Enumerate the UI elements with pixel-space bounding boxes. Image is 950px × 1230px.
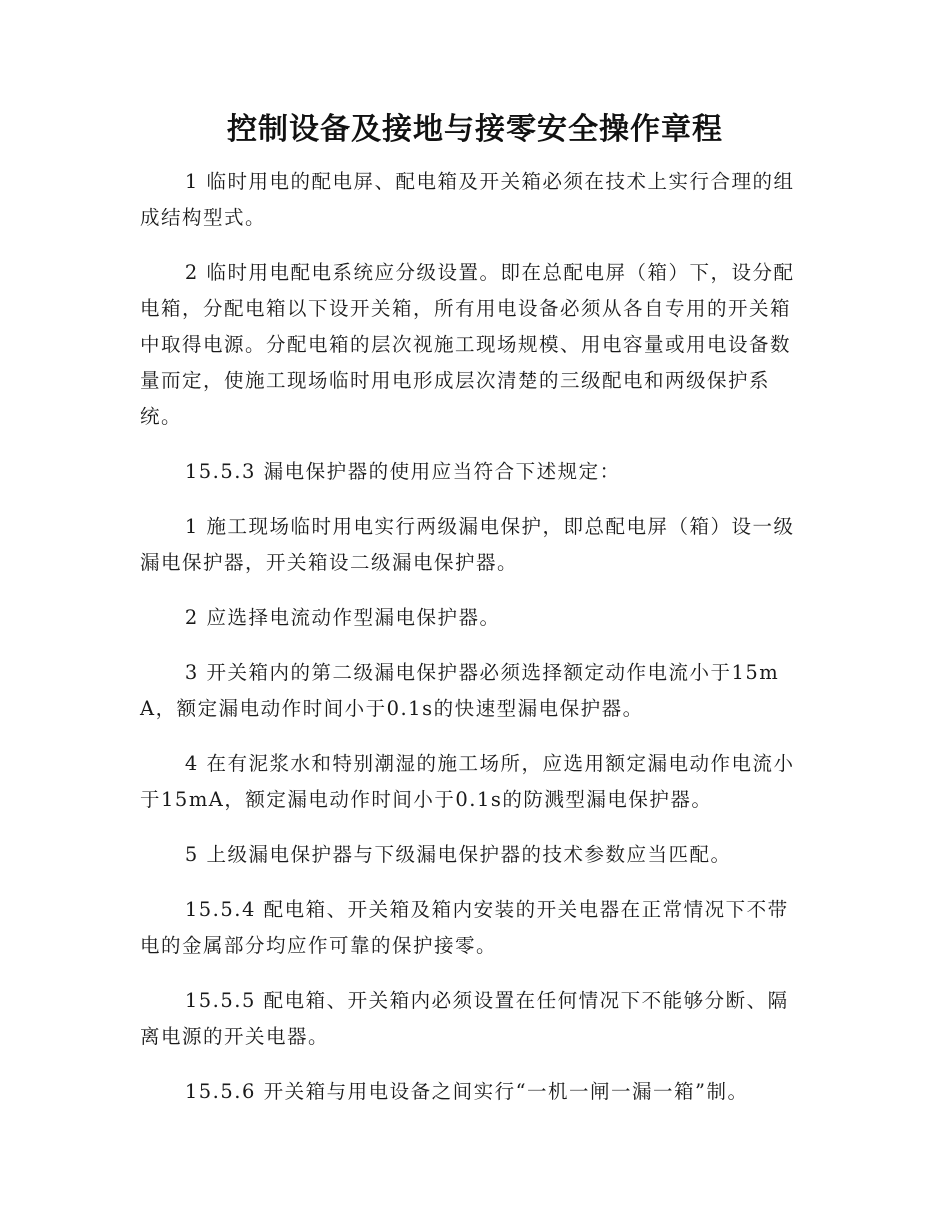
document-body	[140, 164, 808, 1129]
paragraph: 15.5.4 配电箱、开关箱及箱内安装的开关电器在正常情况下不带电的金属部分均应作可靠的保护接零。	[140, 898, 789, 957]
paragraph: 3 开关箱内的第二级漏电保护器必须选择额定动作电流小于15mA，额定漏电动作时间小于0.1s的快速型漏电保护器。	[140, 661, 780, 720]
page-title: 控制设备及接地与接零安全操作章程	[227, 112, 723, 147]
paragraph: 5 上级漏电保护器与下级漏电保护器的技术参数应当匹配。	[184, 843, 732, 866]
paragraph: 2 临时用电配电系统应分级设置。即在总配电屏（箱）下，设分配电箱，分配电箱以下设开关箱，所有用电设备必须从各自专用的开关箱中取得电源。分配电箱的层次视施工现场规模、用电容量或用电设备数量而定，使施工现场临时用电形成层次清楚的三级配电和两级保护系统。	[140, 261, 795, 428]
paragraph: 2 应选择电流动作型漏电保护器。	[184, 606, 501, 629]
paragraph: 1 施工现场临时用电实行两级漏电保护，即总配电屏（箱）设一级漏电保护器，开关箱设二级漏电保护器。	[140, 515, 795, 574]
paragraph: 15.5.3 漏电保护器的使用应当符合下述规定：	[184, 460, 621, 483]
paragraph: 1 临时用电的配电屏、配电箱及开关箱必须在技术上实行合理的组成结构型式。	[140, 170, 795, 229]
paragraph: 15.5.6 开关箱与用电设备之间实行“一机一闸一漏一箱”制。	[184, 1080, 749, 1103]
paragraph: 4 在有泥浆水和特别潮湿的施工场所，应选用额定漏电动作电流小于15mA，额定漏电动作时间小于0.1s的防溅型漏电保护器。	[140, 752, 795, 811]
paragraph: 15.5.5 配电箱、开关箱内必须设置在任何情况下不能够分断、隔离电源的开关电器。	[140, 989, 789, 1048]
